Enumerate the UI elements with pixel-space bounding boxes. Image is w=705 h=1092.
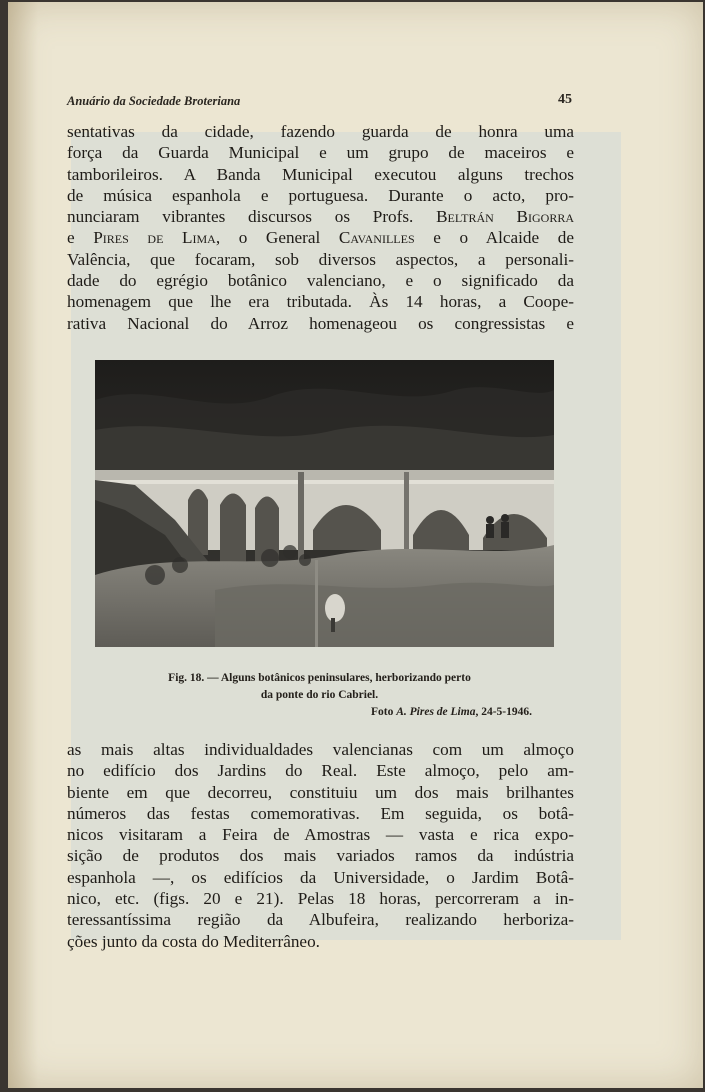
text-line: biente em que decorreu, constituiu um dos mais brilhantes <box>67 782 574 802</box>
credit-date: , 24-5-1946. <box>475 706 532 718</box>
paragraph-top <box>67 121 574 334</box>
person-name: Cavanilles <box>338 228 415 248</box>
text-line <box>67 227 574 248</box>
text-line: números das festas comemorativas. Em seguida, os botâ- <box>67 803 574 823</box>
text-run: e o Alcaide de <box>414 228 574 248</box>
text-line: dade do egrégio botânico valenciano, e o significado da <box>67 271 574 291</box>
credit-author: A. Pires de Lima <box>396 706 476 718</box>
caption-line: da ponte do rio Cabriel. <box>260 689 379 701</box>
person-name: Beltrán Bigorra <box>436 207 574 227</box>
photo-illustration <box>95 360 554 647</box>
text-line: de música espanhola e portuguesa. Durante o acto, pro- <box>67 185 574 205</box>
text-run: e <box>67 228 94 248</box>
caption-line: Fig. 18. — Alguns botânicos peninsulares, herborizando perto <box>168 672 471 684</box>
running-title: Anuário da Sociedade Broteriana <box>67 94 241 108</box>
page-number: 45 <box>558 92 572 107</box>
bridge-photograph <box>95 360 554 647</box>
text-line: rativa Nacional do Arroz homenageou os congressistas e <box>67 313 574 333</box>
text-line: no edifício dos Jardins do Real. Este almoço, pelo am- <box>67 761 574 781</box>
text-line: homenagem que lhe era tributada. Às 14 horas, a Coope- <box>67 292 574 312</box>
paragraph-bottom <box>67 739 574 952</box>
credit-prefix: Foto <box>371 706 397 718</box>
text-run: nunciaram vibrantes discursos os Profs. <box>67 207 437 227</box>
person-name: Pires de Lima <box>93 228 216 248</box>
page-header <box>67 94 572 112</box>
text-line: teressantíssima região da Albufeira, realizando herboriza- <box>67 910 574 930</box>
text-line <box>67 206 574 227</box>
figure-caption <box>67 670 572 721</box>
text-line: nico, etc. (figs. 20 e 21). Pelas 18 horas, percorreram a in- <box>67 889 574 909</box>
text-line: nicos visitaram a Feira de Amostras — vasta e rica expo- <box>67 825 574 845</box>
text-line: sentativas da cidade, fazendo guarda de honra uma <box>67 122 574 141</box>
text-line: Valência, que focaram, sob diversos aspectos, a personali- <box>67 249 574 269</box>
text-line: tamborileiros. A Banda Municipal executou alguns trechos <box>67 164 574 184</box>
text-line: as mais altas individualdades valencianas com um almoço <box>67 740 574 759</box>
text-run: , o General <box>215 228 339 248</box>
photo-credit <box>67 704 572 721</box>
text-line: sição de produtos dos mais variados ramos da indústria <box>67 846 574 866</box>
text-line: ções junto da costa do Mediterrâneo. <box>67 931 320 951</box>
text-line: espanhola —, os edifícios da Universidade, o Jardim Botâ- <box>67 867 574 887</box>
text-line: força da Guarda Municipal e um grupo de maceiros e <box>67 143 574 163</box>
